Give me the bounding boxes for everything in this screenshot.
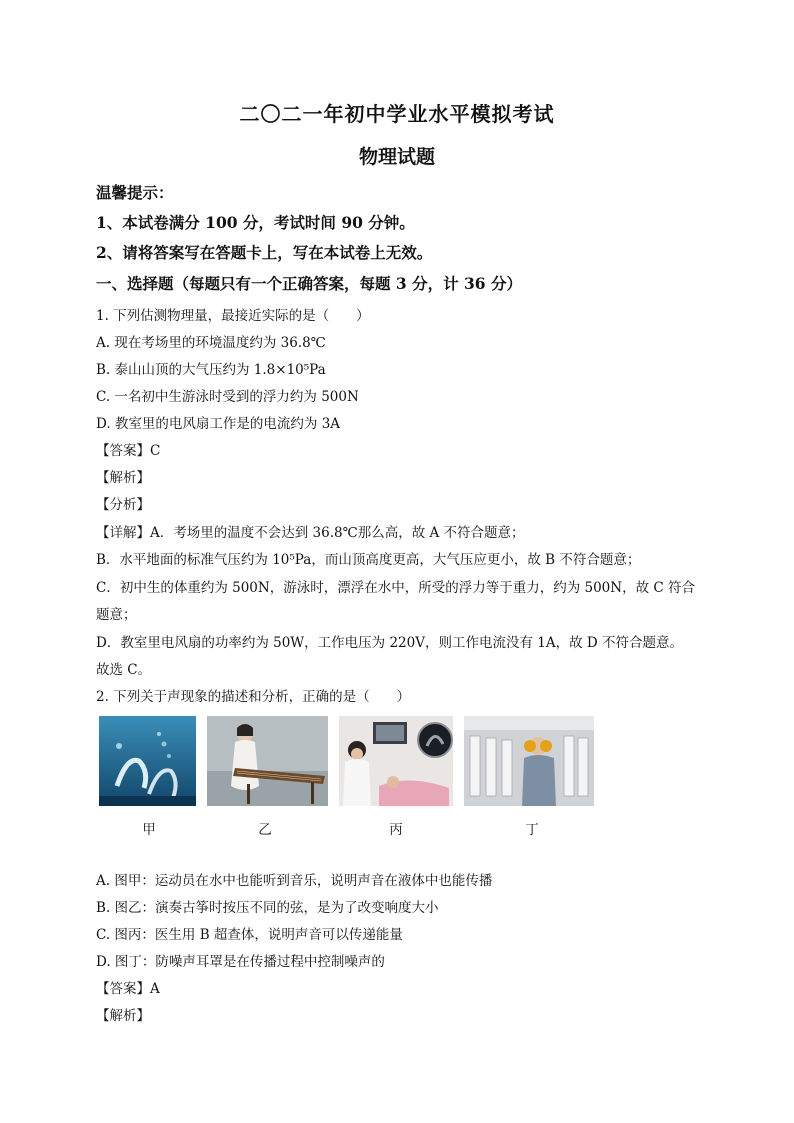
- q1-fenxi-tag: 【分析】: [96, 497, 150, 513]
- q2-analysis-tag: 【解析】: [96, 1008, 150, 1024]
- caption-bing: 丙: [389, 822, 403, 838]
- q2-stem: 2. 下列关于声现象的描述和分析，正确的是（ ）: [96, 689, 411, 705]
- section-heading: 一、选择题（每题只有一个正确答案，每题 3 分，计 36 分）: [96, 274, 522, 293]
- q2-option-b: B. 图乙：演奏古筝时按压不同的弦，是为了改变响度大小: [96, 900, 439, 916]
- caption-yi: 乙: [258, 822, 272, 838]
- q2-figures: [99, 716, 599, 810]
- q1-option-c: C. 一名初中生游泳时受到的浮力约为 500N: [96, 389, 359, 405]
- figure-bing-ultrasound: [339, 716, 453, 806]
- q1-option-a: A. 现在考场里的环境温度约为 36.8℃: [96, 335, 326, 351]
- caption-ding: 丁: [525, 822, 539, 838]
- exam-subject: 物理试题: [358, 146, 435, 168]
- answer-value: C: [150, 443, 161, 459]
- exam-title: 二〇二一年初中学业水平模拟考试: [239, 102, 555, 126]
- q1-detail-c-cont: 题意；: [96, 607, 137, 623]
- tips-heading: 温馨提示：: [96, 183, 174, 202]
- q1-detail-d: D．教室里电风扇的功率约为 50W，工作电压为 220V，则工作电流没有 1A，故 D 不符合题意。: [96, 635, 684, 651]
- caption-jia: 甲: [142, 822, 156, 838]
- q2-answer: [96, 977, 160, 997]
- answer-tag: 【答案】: [96, 981, 150, 997]
- figure-ding-earmuffs: [464, 716, 594, 806]
- q1-detail-a: 【详解】A．考场里的温度不会达到 36.8℃那么高，故 A 不符合题意；: [96, 525, 525, 541]
- q1-detail-b: B．水平地面的标准气压约为 10⁵Pa，而山顶高度更高，大气压应更小，故 B 不符合题意；: [96, 552, 641, 568]
- q1-option-d: D. 教室里的电风扇工作是的电流约为 3A: [96, 416, 341, 432]
- tip-2: 2、请将答案写在答题卡上，写在本试卷上无效。: [96, 243, 433, 262]
- q1-stem: 1. 下列估测物理量，最接近实际的是（ ）: [96, 308, 370, 324]
- q2-option-d: D. 图丁：防噪声耳罩是在传播过程中控制噪声的: [96, 954, 385, 970]
- q1-analysis-tag: 【解析】: [96, 470, 150, 486]
- tip-1: 1、本试卷满分 100 分，考试时间 90 分钟。: [96, 213, 415, 232]
- q2-option-c: C. 图丙：医生用 B 超查体，说明声音可以传递能量: [96, 927, 403, 943]
- figure-jia-underwater: [99, 716, 196, 806]
- q1-option-b: B. 泰山山顶的大气压约为 1.8×10⁵Pa: [96, 362, 326, 378]
- q1-conclusion: 故选 C。: [96, 662, 152, 678]
- q2-option-a: A. 图甲：运动员在水中也能听到音乐，说明声音在液体中也能传播: [96, 873, 493, 889]
- q1-answer: [96, 439, 160, 459]
- answer-tag: 【答案】: [96, 443, 150, 459]
- q1-detail-c: C．初中生的体重约为 500N，游泳时，漂浮在水中，所受的浮力等于重力，约为 500N，故 C 符合: [96, 580, 695, 596]
- figure-yi-guzheng: [207, 716, 328, 806]
- answer-value: A: [150, 981, 160, 997]
